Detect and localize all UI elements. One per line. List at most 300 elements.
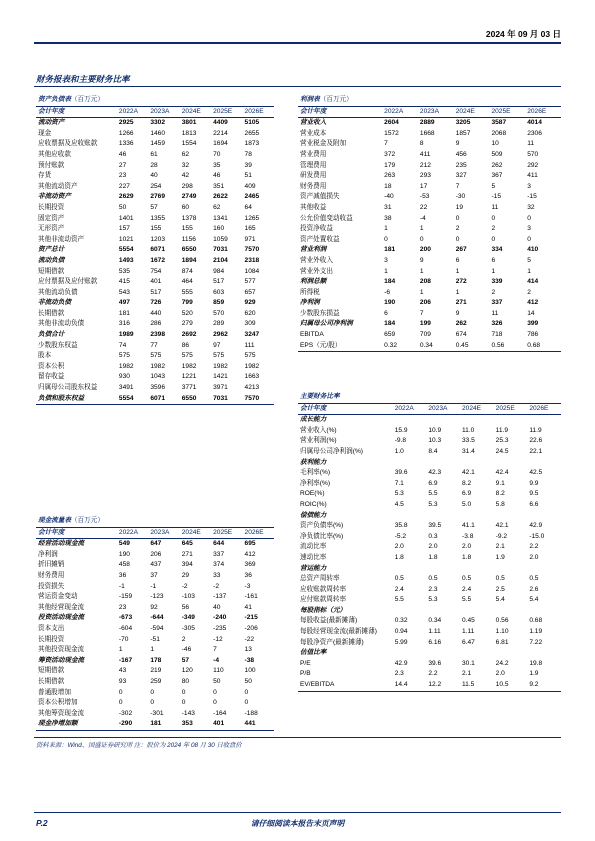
cell-value: 3302 <box>150 119 165 127</box>
cell-value: 1 <box>118 646 123 654</box>
table-row <box>298 521 561 532</box>
row-label: 营业外支出 <box>300 267 333 275</box>
cell-value: 603 <box>213 288 225 296</box>
row-label: 其他投资现金流 <box>38 646 85 654</box>
cell-value: -4 <box>213 656 220 664</box>
table-row <box>36 592 274 603</box>
cell-value: 272 <box>455 278 467 286</box>
cell-value: -1 <box>150 582 157 590</box>
cell-value: -123 <box>150 593 164 601</box>
year-header: 2022A <box>393 403 427 415</box>
cell-value: 2604 <box>384 119 399 127</box>
cell-value: 1554 <box>181 140 197 148</box>
cell-value: -9.8 <box>394 437 407 445</box>
table-row <box>298 118 561 129</box>
cell-value: 12.2 <box>426 680 460 691</box>
cell-value: 9.5 <box>529 490 539 498</box>
cell-value: 2962 <box>213 331 228 339</box>
table-row <box>298 256 561 267</box>
cell-value: 1221 <box>181 373 197 381</box>
cell-value: 1982 <box>150 362 165 370</box>
cell-value: 575 <box>150 352 162 360</box>
cell-value: 497 <box>118 299 130 307</box>
cell-value: 984 <box>213 267 225 275</box>
cell-value: 267 <box>455 246 467 254</box>
row-label: EV/EBITDA <box>298 680 393 691</box>
table-row <box>36 362 274 373</box>
cell-value: 184 <box>384 278 396 286</box>
cell-value: 929 <box>244 299 256 307</box>
cell-value: -673 <box>118 614 133 622</box>
cell-value: 0 <box>455 235 460 243</box>
cell-value: 42.5 <box>529 469 543 477</box>
cell-value: -206 <box>244 624 258 632</box>
cell-value: 555 <box>181 288 193 296</box>
cell-value: 3771 <box>181 384 197 392</box>
cell-value: 42.1 <box>462 469 475 477</box>
cell-value: 14.4 <box>393 680 427 691</box>
cell-value: 11 <box>491 203 499 211</box>
cell-value: 353 <box>180 719 211 730</box>
cell-value: 56 <box>181 603 190 611</box>
row-label: 长期投资 <box>38 203 65 211</box>
cell-value: 42.3 <box>428 469 442 477</box>
cell-value: 25.3 <box>495 437 509 445</box>
cell-value: 659 <box>384 331 396 339</box>
row-label: 投资净收益 <box>300 225 333 233</box>
cell-value <box>393 415 427 426</box>
cell-value: 415 <box>118 278 130 286</box>
table-row <box>36 677 274 688</box>
cell-value: 200 <box>419 246 431 254</box>
row-label: 负债和股东权益 <box>36 394 117 405</box>
table-row <box>298 585 561 596</box>
cell-value: 0 <box>384 235 388 243</box>
table-header-row <box>298 403 561 415</box>
table-row <box>36 550 274 561</box>
cell-value: 190 <box>384 299 396 307</box>
cell-value: 6.6 <box>529 500 539 508</box>
cell-value: 4014 <box>527 119 542 127</box>
cell-value: 5.99 <box>394 638 408 646</box>
cell-value: 1.8 <box>394 553 404 561</box>
table-header-row <box>36 527 274 539</box>
cell-value: 0.5 <box>394 575 404 583</box>
table-row <box>36 224 274 235</box>
table-row <box>298 595 561 606</box>
row-label: 流动负债 <box>38 256 65 264</box>
row-label: 固定资产 <box>38 214 65 222</box>
cell-value: -15.0 <box>529 532 545 540</box>
row-label: 股本 <box>38 352 52 360</box>
cell-value: 1421 <box>213 373 228 381</box>
cell-value: 1857 <box>455 129 471 137</box>
table-row <box>298 616 561 627</box>
cell-value: 62 <box>181 150 190 158</box>
header-divider <box>34 42 561 44</box>
cell-value <box>393 564 427 575</box>
table-title-row <box>298 95 561 106</box>
cell-value: 61 <box>150 150 158 158</box>
cell-value: 51 <box>244 172 252 180</box>
year-header: 2026E <box>527 403 561 415</box>
cell-value: 2 <box>181 635 186 643</box>
cell-value <box>527 511 561 522</box>
table-row <box>36 161 274 172</box>
year-header: 2022A <box>117 106 148 118</box>
cell-value: 577 <box>244 278 256 286</box>
table-row <box>36 267 274 278</box>
row-label: 营运资金变动 <box>38 593 78 601</box>
cell-value: -594 <box>150 624 164 632</box>
cell-value: 5105 <box>244 119 260 127</box>
cell-value: 4409 <box>213 119 228 127</box>
cell-value: 77 <box>150 341 158 349</box>
cell-value: 1059 <box>213 235 228 243</box>
row-label: 归属母公司净利润(%) <box>300 447 364 455</box>
cell-value: 8 <box>419 140 424 148</box>
cell-value: 11.9 <box>495 426 508 434</box>
cell-value <box>460 564 494 575</box>
cell-value: 709 <box>419 331 431 339</box>
cell-value: 1.11 <box>462 628 475 636</box>
cell-value <box>460 606 494 617</box>
table-group-row <box>298 648 561 659</box>
cell-value <box>426 458 460 469</box>
cell-value: 1 <box>384 225 388 233</box>
cell-value: 0.5 <box>462 575 472 583</box>
table-group-row <box>298 415 561 426</box>
cell-value: 1266 <box>118 129 134 137</box>
cell-value: 178 <box>150 656 162 664</box>
table-row <box>36 719 274 730</box>
cell-value: 412 <box>244 550 256 558</box>
cell-value: 64 <box>244 203 252 211</box>
cell-value: 0 <box>181 699 186 707</box>
cell-value: 208 <box>419 278 431 286</box>
row-label: 存货 <box>38 172 52 180</box>
table-row <box>298 298 561 309</box>
cell-value: 0.45 <box>454 341 490 352</box>
table-group-row <box>298 511 561 522</box>
cell-value: -40 <box>384 193 394 201</box>
table-row <box>298 447 561 458</box>
cell-value: 235 <box>455 161 467 169</box>
cell-value: 206 <box>419 299 431 307</box>
cell-value: -159 <box>118 593 133 601</box>
cell-value <box>393 511 427 522</box>
cell-value: 337 <box>213 550 225 558</box>
cell-value: 0 <box>491 214 496 222</box>
cell-value: 11.9 <box>529 426 542 434</box>
cell-value: 35 <box>213 161 221 169</box>
table-row <box>298 500 561 511</box>
year-header: 2022A <box>117 527 148 539</box>
table-row <box>298 150 561 161</box>
cell-value: 31 <box>384 203 392 211</box>
table-group-row <box>298 564 561 575</box>
row-label: 估值比率 <box>300 649 327 657</box>
cell-value: 33 <box>213 571 221 579</box>
cell-value: 1 <box>150 646 154 654</box>
table-row <box>36 319 274 330</box>
cell-value: 0.94 <box>394 628 408 636</box>
cell-value: 517 <box>213 278 225 286</box>
cell-value: 1.9 <box>495 553 505 561</box>
cell-value: 1493 <box>118 256 134 264</box>
cell-value: 3205 <box>455 119 471 127</box>
table-row <box>298 426 561 437</box>
cell-value: -301 <box>150 709 164 717</box>
row-label: 应收账款周转率 <box>300 585 347 593</box>
cell-value <box>393 458 427 469</box>
cell-value: 509 <box>491 150 503 158</box>
cell-value: 1378 <box>181 214 197 222</box>
row-label: 短期借款 <box>38 667 65 675</box>
cell-value: 1572 <box>384 129 399 137</box>
cell-value: 695 <box>244 540 256 548</box>
cell-value: 1203 <box>150 235 165 243</box>
cell-value: 0 <box>527 235 531 243</box>
row-label: 资产总计 <box>38 246 65 254</box>
cell-value: 92 <box>150 603 158 611</box>
year-header: 2025E <box>494 403 528 415</box>
cell-value: 19 <box>455 203 464 211</box>
table-row <box>36 235 274 246</box>
cell-value: 293 <box>419 172 431 180</box>
cell-value: 5.4 <box>529 596 539 604</box>
cell-value <box>426 415 460 426</box>
table-row <box>36 603 274 614</box>
cell-value: 37 <box>150 571 158 579</box>
cell-value: 0.56 <box>495 617 509 625</box>
cell-value: 33.5 <box>462 437 475 445</box>
cell-value: -302 <box>118 709 133 717</box>
cell-value: 190 <box>118 550 130 558</box>
year-header: 2023A <box>418 106 454 118</box>
cell-value: 5554 <box>118 246 134 254</box>
table-row <box>298 638 561 649</box>
row-label: 其他应收款 <box>38 150 71 158</box>
cell-value: -51 <box>150 635 160 643</box>
cell-value: 2749 <box>181 193 197 201</box>
cell-value: 13 <box>244 646 252 654</box>
cell-value <box>527 564 561 575</box>
cell-value: 2.4 <box>394 585 404 593</box>
cell-value: 326 <box>491 320 503 328</box>
cell-value: 0.32 <box>382 341 418 352</box>
row-label: 应付账款周转率 <box>300 596 347 604</box>
table-row <box>298 161 561 172</box>
cell-value: 155 <box>150 225 162 233</box>
cell-value: 620 <box>244 309 256 317</box>
header-label: 会计年度 <box>36 106 117 118</box>
cell-value: 32 <box>181 161 190 169</box>
table-row <box>36 635 274 646</box>
cell-value: 367 <box>491 172 503 180</box>
cell-value: 1401 <box>118 214 134 222</box>
cell-value: 1694 <box>213 140 228 148</box>
row-label: 现金净增加额 <box>36 719 117 730</box>
cell-value <box>494 648 528 659</box>
cell-value: 57 <box>181 656 190 664</box>
cell-value: 0 <box>181 688 186 696</box>
cell-value: 39.6 <box>394 469 408 477</box>
cell-value: 372 <box>384 150 396 158</box>
row-label: 营业收入 <box>300 119 327 127</box>
cell-value: 86 <box>181 341 190 349</box>
row-label: 长期投资 <box>38 635 65 643</box>
cell-value: 1982 <box>181 362 197 370</box>
cell-value: -3.8 <box>462 532 474 540</box>
cell-value: -164 <box>213 709 227 717</box>
year-header: 2023A <box>426 403 460 415</box>
cell-value: 35.8 <box>394 522 408 530</box>
row-label: 每股净资产(最新摊薄) <box>300 638 364 646</box>
cell-value: 401 <box>211 719 242 730</box>
table-row <box>298 574 561 585</box>
table-row <box>36 298 274 309</box>
cell-value: 3971 <box>213 384 228 392</box>
cell-value: 6071 <box>150 246 165 254</box>
table-row <box>298 330 561 341</box>
cell-value: 271 <box>181 550 193 558</box>
cell-value: 549 <box>118 540 130 548</box>
cell-value: 1355 <box>150 214 165 222</box>
cell-value: -167 <box>118 656 133 664</box>
cell-value: 219 <box>150 667 162 675</box>
cell-value: -46 <box>181 646 192 654</box>
cell-value: 535 <box>118 267 130 275</box>
table-row <box>36 118 274 129</box>
cell-value: 1336 <box>118 140 134 148</box>
cell-value: 7031 <box>211 394 242 405</box>
cell-value: 1.11 <box>428 628 441 636</box>
cell-value: 30.1 <box>462 659 475 667</box>
cell-value: 575 <box>213 352 225 360</box>
cell-value: 5.5 <box>394 596 404 604</box>
row-label: 留存收益 <box>38 373 65 381</box>
cell-value: 23 <box>118 172 127 180</box>
row-label: 经营活动现金流 <box>38 540 85 548</box>
cell-value: 0.68 <box>525 341 561 352</box>
table-row <box>298 288 561 299</box>
cell-value: 1265 <box>244 214 260 222</box>
table-title: 利润表 <box>300 96 320 103</box>
cell-value <box>393 648 427 659</box>
cell-value <box>460 458 494 469</box>
cell-value: 6 <box>491 256 496 264</box>
table-row <box>36 582 274 593</box>
cell-value: 0.68 <box>529 617 543 625</box>
cell-value: 50 <box>213 677 221 685</box>
cell-value: -2 <box>213 582 220 590</box>
cell-value: 80 <box>181 677 190 685</box>
table-row <box>36 656 274 667</box>
table-row <box>298 245 561 256</box>
cell-value: 181 <box>384 246 396 254</box>
cell-value: 1.8 <box>462 553 472 561</box>
row-label: EBITDA <box>300 331 324 339</box>
cell-value: 2 <box>455 225 460 233</box>
cell-value: 1 <box>419 267 424 275</box>
cell-value: 799 <box>181 299 193 307</box>
table-row <box>36 245 274 256</box>
cell-value: 6550 <box>181 246 197 254</box>
cell-value: 6 <box>455 256 460 264</box>
cell-value: 42 <box>181 172 190 180</box>
cell-value: -604 <box>118 624 133 632</box>
cell-value: -143 <box>181 709 195 717</box>
cell-value: 410 <box>527 246 539 254</box>
table-row <box>298 627 561 638</box>
year-header: 2024E <box>180 106 211 118</box>
cell-value: 520 <box>181 309 193 317</box>
cell-value: 181 <box>148 719 179 730</box>
source-note: 资料来源：Wind、国盛证券研究所 注：股价为 2024 年 08 月 30 日收盘价 <box>36 742 242 749</box>
table-title: 现金流量表 <box>38 517 71 524</box>
table-row <box>298 479 561 490</box>
cell-value: 2.0 <box>428 543 438 551</box>
cell-value: 0 <box>491 235 496 243</box>
year-header: 2026E <box>243 527 274 539</box>
row-label: 长期借款 <box>38 677 65 685</box>
table-row <box>298 139 561 150</box>
cell-value: 7570 <box>244 246 260 254</box>
table-title-row <box>298 392 561 403</box>
row-label: 投资损失 <box>38 582 65 590</box>
table-row <box>298 171 561 182</box>
cell-value: 930 <box>118 373 130 381</box>
cell-value: 0 <box>419 235 424 243</box>
cell-value: 5.5 <box>462 596 472 604</box>
row-label: 获利能力 <box>300 458 327 466</box>
row-label: 其他流动资产 <box>38 182 78 190</box>
row-label: 资产处置收益 <box>300 235 340 243</box>
cell-value: 647 <box>150 540 162 548</box>
cell-value: 2.2 <box>529 543 539 551</box>
cash-flow-table <box>36 516 274 731</box>
row-label: 管理费用 <box>300 161 327 169</box>
table-row <box>298 532 561 543</box>
cell-value: -240 <box>213 614 227 622</box>
cell-value: 50 <box>118 203 127 211</box>
table-row <box>36 129 274 140</box>
cell-value: 9 <box>419 256 424 264</box>
cell-value: 3 <box>527 182 531 190</box>
cell-value: 7.22 <box>529 638 543 646</box>
year-header: 2024E <box>460 403 494 415</box>
table-unit: （百万元） <box>319 96 353 103</box>
cell-value <box>494 458 528 469</box>
cell-value: 0.32 <box>394 617 408 625</box>
table-row <box>298 203 561 214</box>
cell-value <box>426 564 460 575</box>
cell-value: 2.5 <box>495 585 505 593</box>
cell-value: 2.0 <box>529 553 539 561</box>
cell-value <box>460 415 494 426</box>
cell-value: 1982 <box>213 362 228 370</box>
row-label: 净利率(%) <box>300 479 331 487</box>
cell-value: 206 <box>150 550 162 558</box>
cell-value: 754 <box>150 267 162 275</box>
cell-value: -305 <box>181 624 195 632</box>
footer-divider <box>34 812 561 813</box>
cell-value: 2.4 <box>462 585 472 593</box>
row-label: 偿债能力 <box>300 511 327 519</box>
row-label: 少数股东损益 <box>300 309 340 317</box>
cell-value: -53 <box>419 193 430 201</box>
